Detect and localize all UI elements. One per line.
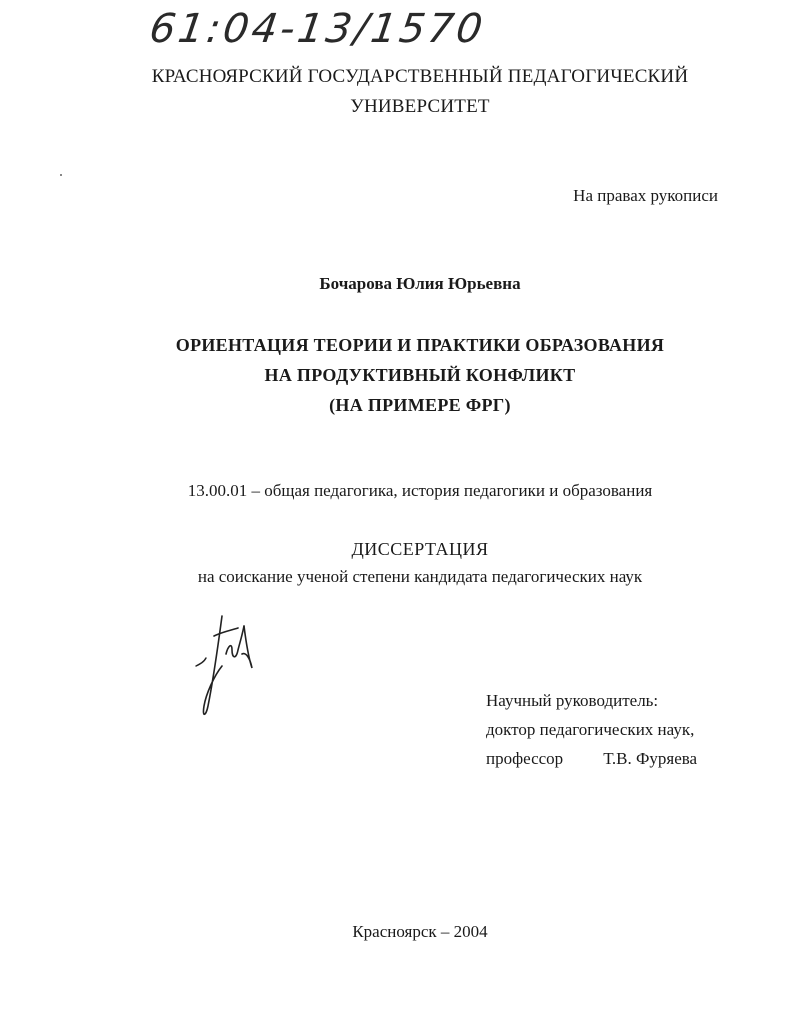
dissertation-title: [0, 330, 794, 420]
title-line-3: (НА ПРИМЕРЕ ФРГ): [329, 395, 511, 415]
supervisor-block: [486, 686, 697, 773]
supervisor-degree: доктор педагогических наук,: [486, 720, 695, 739]
university-name: [0, 62, 794, 122]
city-year: Красноярск – 2004: [352, 922, 488, 941]
signature-icon: [192, 606, 262, 721]
document-type: ДИССЕРТАЦИЯ: [351, 539, 489, 559]
scan-speck: [60, 174, 62, 176]
supervisor-heading: Научный руководитель:: [486, 691, 659, 710]
supervisor-name: Т.В. Фуряева: [603, 749, 698, 768]
title-line-1: ОРИЕНТАЦИЯ ТЕОРИИ И ПРАКТИКИ ОБРАЗОВАНИЯ: [175, 335, 665, 355]
degree-sought: на соискание ученой степени кандидата педагогических наук: [197, 567, 643, 586]
manuscript-note: На правах рукописи: [573, 186, 718, 205]
supervisor-rank: профессор: [486, 749, 564, 768]
catalog-number-handwritten: 61:04-13/1570: [146, 6, 489, 52]
author-name: Бочарова Юлия Юрьевна: [319, 274, 521, 293]
university-line-1: КРАСНОЯРСКИЙ ГОСУДАРСТВЕННЫЙ ПЕДАГОГИЧЕСКИЙ: [151, 66, 689, 87]
specialty-code: 13.00.01 – общая педагогика, история педагогики и образования: [187, 481, 653, 500]
title-line-2: НА ПРОДУКТИВНЫЙ КОНФЛИКТ: [264, 365, 576, 385]
university-line-2: УНИВЕРСИТЕТ: [350, 96, 490, 117]
